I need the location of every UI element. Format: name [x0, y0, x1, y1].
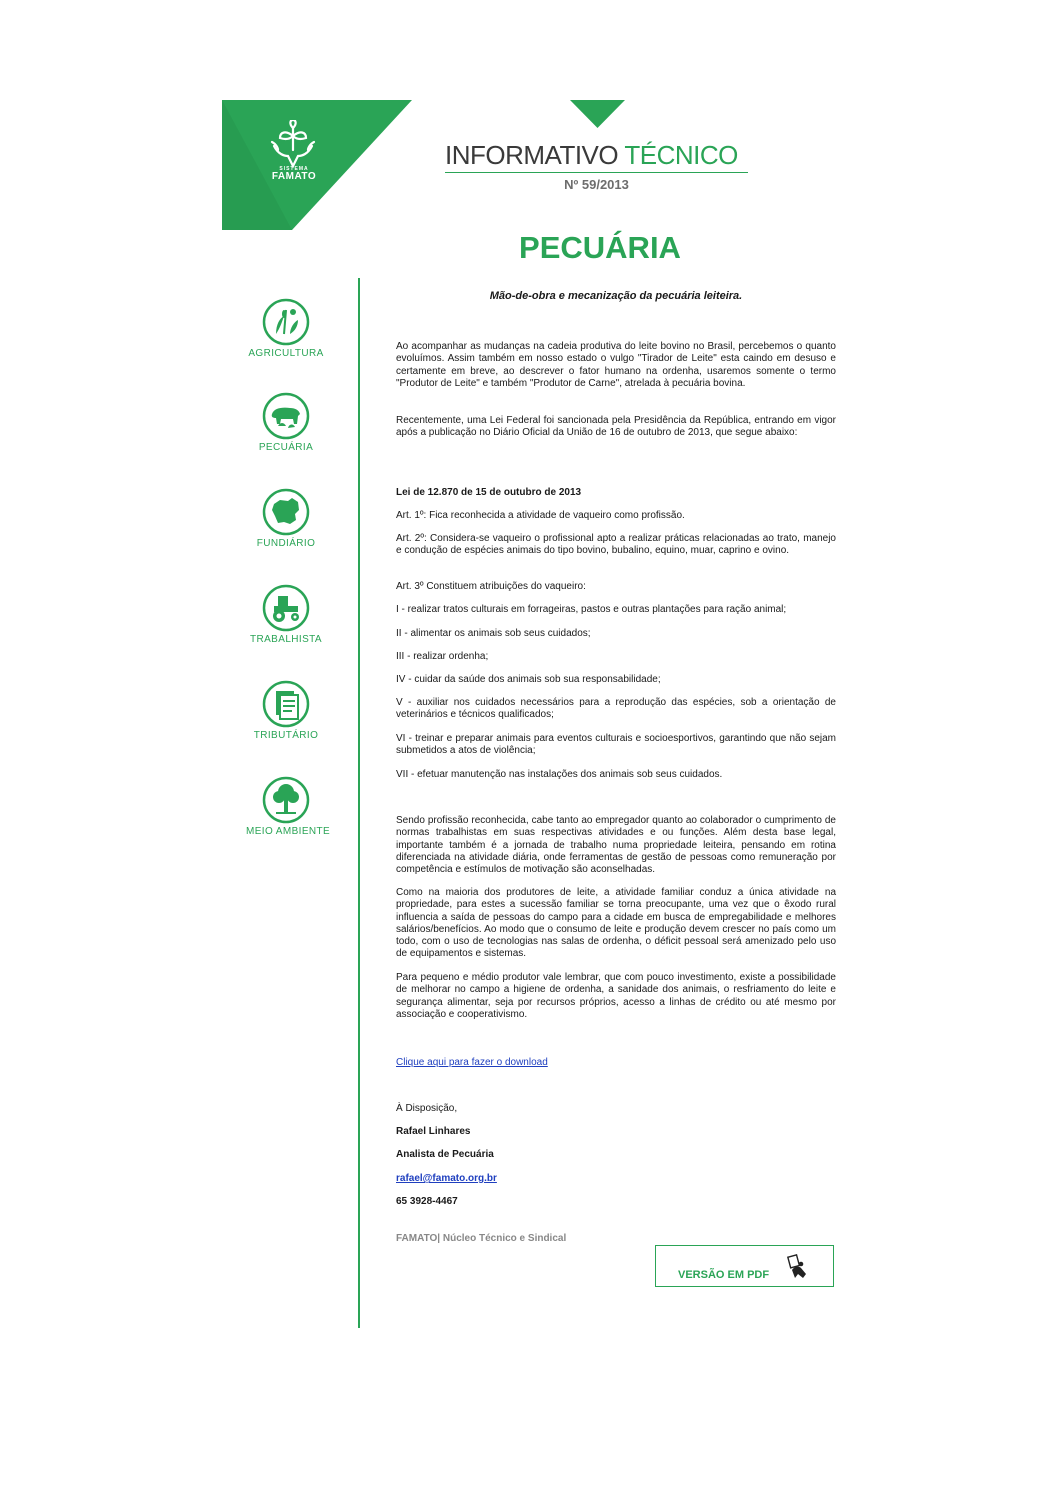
body-paragraph-3: Para pequeno e médio produtor vale lembrar, que com pouco investimento, existe a possibilidade de melhorar no campo a higiene de ordenha, a sanidade dos animais, o resfriamento do leite e segurança alimentar, seja por recursos próprios, acesso a linhas de crédito ou até mesmo por associação e cooperativismo.: [396, 972, 836, 1020]
list-item: VI - treinar e preparar animais para eventos culturais e socioesportivos, garantindo que não sejam submetidos a atos de violência;: [396, 733, 836, 757]
category-environment[interactable]: [246, 776, 331, 837]
title-divider: [445, 172, 748, 173]
intro-paragraph-1: [396, 341, 836, 390]
paragraph-text: Recentemente, uma Lei Federal foi sancionada pela Presidência da República, entrando em vigor após a publicação no Diário Oficial da União de 16 de outubro de 2013, que segue abaixo:: [396, 415, 836, 439]
signature-email-link[interactable]: rafael@famato.org.br: [396, 1173, 497, 1184]
tree-icon: [262, 776, 310, 824]
article-2: Art. 2º: Considera-se vaqueiro o profissional apto a realizar práticas relacionadas ao trato, manejo e condução de espécies animais do tipo bovino, bubalino, equino, muar, caprino e ovino.: [396, 533, 836, 557]
category-agriculture[interactable]: [246, 298, 326, 359]
article-3: Art. 3º Constituem atribuições do vaqueiro:: [396, 581, 586, 592]
signature-name: Rafael Linhares: [396, 1126, 471, 1137]
logo-name: FAMATO: [271, 171, 317, 182]
land-map-icon: [262, 488, 310, 536]
footer-note: FAMATO| Núcleo Técnico e Sindical: [396, 1233, 567, 1244]
category-label: FUNDIÁRIO: [256, 538, 316, 549]
category-label: TRABALHISTA: [249, 634, 322, 645]
category-land[interactable]: [246, 488, 326, 549]
signature-phone: 65 3928-4467: [396, 1196, 458, 1207]
download-link[interactable]: Clique aqui para fazer o download: [396, 1057, 548, 1068]
law-title: Lei de 12.870 de 15 de outubro de 2013: [396, 487, 582, 498]
body-paragraph-1: Sendo profissão reconhecida, cabe tanto ao empregador quanto ao colaborador o cumprimento de normas trabalhistas em suas respectivas atividades e ou funções. Além desta base legal, importante também é a jornada de trabalho numa propriedade leiteira, pensando em rotina diferenciada na atividade diária, onde ferramentas de gestão de pessoas como remuneração por competência e estímulos de motivação são aconselhadas.: [396, 815, 836, 876]
section-title: PECUÁRIA: [519, 230, 681, 265]
cattle-icon: [262, 392, 310, 440]
article-1: Art. 1º: Fica reconhecida a atividade de vaqueiro como profissão.: [396, 510, 685, 521]
issue-number: Nº 59/2013: [564, 177, 629, 192]
intro-paragraph-2: [396, 415, 836, 440]
list-item: I - realizar tratos culturais em forrageiras, pastos e outras plantações para ração animal;: [396, 604, 787, 615]
category-label: PECUÁRIA: [258, 442, 314, 453]
list-item: V - auxiliar nos cuidados necessários para a reprodução das espécies, sob a orientação de veterinários e técnicos qualificados;: [396, 697, 836, 721]
category-labor[interactable]: [246, 584, 326, 645]
category-label: TRIBUTÁRIO: [253, 730, 319, 741]
pdf-version-button[interactable]: [655, 1245, 834, 1287]
agriculture-icon: [262, 298, 310, 346]
title-part-1: INFORMATIVO: [445, 140, 619, 170]
title-part-2: TÉCNICO: [624, 140, 738, 170]
header-triangle: [570, 100, 625, 128]
list-item: III - realizar ordenha;: [396, 651, 489, 662]
document-icon: [262, 680, 310, 728]
famato-logo-icon: [268, 120, 318, 172]
paragraph-text: Ao acompanhar as mudanças na cadeia produtiva do leite bovino no Brasil, percebemos o quanto evoluímos. Assim também em nosso estado o vulgo "Tirador de Leite" esta caindo em desuso e certamente em breve, ao descrever o fator humano na ordenha, usaremos somente o termo "Produtor de Leite" e também "Produtor de Carne", atrelada à pecuária bovina.: [396, 341, 836, 389]
pdf-download-icon: [786, 1254, 810, 1280]
category-livestock[interactable]: [246, 392, 326, 453]
vertical-divider: [358, 278, 360, 1328]
list-item: IV - cuidar da saúde dos animais sob sua responsabilidade;: [396, 674, 661, 685]
list-item: II - alimentar os animais sob seus cuidados;: [396, 628, 591, 639]
logo-system-label: SISTEMA: [279, 166, 309, 172]
category-label: MEIO AMBIENTE: [246, 826, 331, 837]
article-subtitle: Mão-de-obra e mecanização da pecuária leiteira.: [489, 290, 743, 302]
tractor-icon: [262, 584, 310, 632]
list-item: VII - efetuar manutenção nas instalações dos animais sob seus cuidados.: [396, 769, 723, 780]
pdf-version-label: VERSÃO EM PDF: [678, 1269, 770, 1281]
body-paragraph-2: Como na maioria dos produtores de leite, a atividade familiar conduz a única atividade na propriedade, para estes a sucessão familiar se torna preocupante, uma vez que o êxodo rural influencia a saída de pessoas do campo para a cidade em busca de empregabilidade e melhores salários/benefícios. Ao modo que o consumo de leite e produção devem crescer no país como um todo, com o uso de tecnologias nas salas de ordenha, o déficit pessoal será amenizado pelo uso de equipamentos e sistemas.: [396, 887, 836, 960]
signature-greeting: À Disposição,: [396, 1103, 458, 1114]
category-tax[interactable]: [246, 680, 326, 741]
category-label: AGRICULTURA: [248, 348, 324, 359]
signature-role: Analista de Pecuária: [396, 1149, 494, 1160]
page-title: [445, 140, 750, 170]
